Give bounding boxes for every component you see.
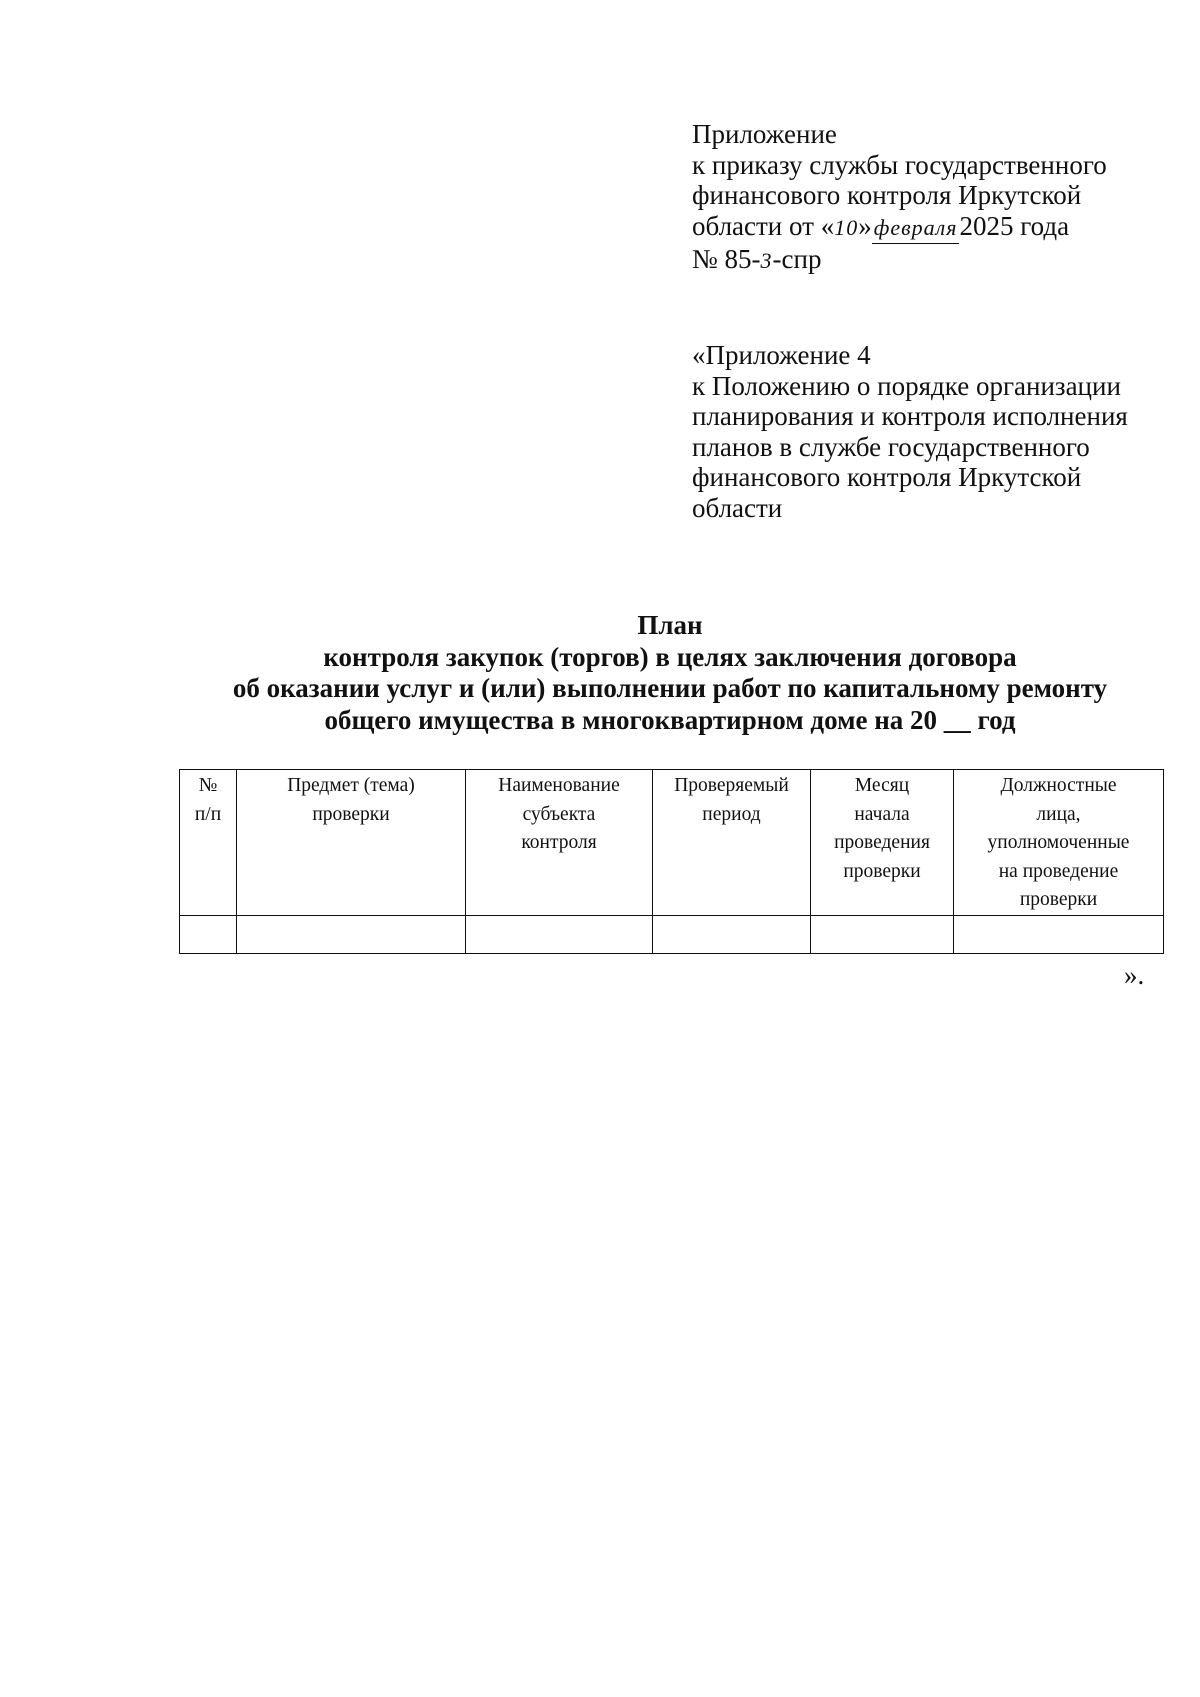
header-text: проведения: [834, 832, 930, 853]
title-line: об оказании услуг и (или) выполнении работ по капитальному ремонту: [232, 673, 1108, 703]
header-text: лица,: [1036, 803, 1081, 825]
header-cell-month: [811, 770, 954, 916]
table-cell: [466, 915, 653, 953]
closing-quote: ».: [1124, 960, 1145, 990]
header-text: субъекта: [522, 803, 596, 825]
appendix4-line: к Положению о порядке организации: [692, 370, 1121, 401]
date-year: 2025 года: [959, 210, 1070, 241]
header-text: Проверяемый: [674, 775, 789, 796]
appendix-line: Приложение: [692, 119, 837, 149]
header-text: проверки: [1019, 889, 1098, 910]
appendix4-block: [692, 340, 1128, 523]
date-prefix: области от «: [692, 210, 835, 241]
appendix4-line: планирования и контроля исполнения: [692, 401, 1128, 431]
appendix-line: к приказу службы государственного: [692, 149, 1107, 180]
appendix-date-line: [692, 211, 1107, 245]
header-text: п/п: [194, 803, 222, 825]
appendix-block: [692, 119, 1107, 277]
header-text: Месяц: [854, 775, 910, 796]
table-cell: [954, 915, 1164, 953]
header-text: проверки: [843, 860, 921, 882]
header-text: Наименование: [498, 775, 620, 796]
number-suffix: -спр: [772, 244, 822, 274]
header-cell-officials: [954, 770, 1164, 916]
header-cell-number: [180, 770, 237, 916]
document-title: [100, 610, 1200, 736]
handwritten-day: 10: [834, 214, 859, 240]
header-text: проверки: [312, 803, 390, 825]
title-line: контроля закупок (торгов) в целях заключения договора: [323, 641, 1017, 672]
title-line: общего имущества в многоквартирном доме на 20 __ год: [324, 704, 1016, 735]
header-text: Предмет (тема): [287, 775, 415, 796]
header-text: период: [702, 803, 761, 825]
header-text: Должностные: [1000, 775, 1117, 796]
header-text: контроля: [521, 832, 597, 853]
plan-table: [179, 769, 1164, 954]
number-prefix: № 85-: [692, 244, 761, 274]
appendix4-line: «Приложение 4: [692, 340, 871, 370]
handwritten-number: 3: [760, 248, 773, 273]
appendix4-line: планов в службе государственного: [692, 431, 1090, 462]
table-cell: [653, 915, 811, 953]
table-header-row: [180, 770, 1164, 916]
header-text: №: [198, 775, 218, 796]
title-line: План: [637, 610, 703, 640]
table-row: [180, 915, 1164, 953]
handwritten-month: февраля: [872, 213, 960, 245]
header-text: уполномоченные: [987, 832, 1130, 853]
appendix4-line: области: [692, 492, 783, 523]
table-cell: [180, 915, 237, 953]
table-cell: [237, 915, 466, 953]
header-cell-subject: [237, 770, 466, 916]
appendix4-line: финансового контроля Иркутской: [692, 462, 1082, 492]
date-quote: »: [858, 210, 872, 241]
header-text: на проведение: [998, 860, 1119, 882]
appendix-line: финансового контроля Иркутской: [692, 180, 1082, 210]
appendix-number-line: [692, 244, 1107, 277]
header-text: начала: [854, 803, 910, 825]
table-cell: [811, 915, 954, 953]
header-cell-entity: [466, 770, 653, 916]
header-cell-period: [653, 770, 811, 916]
